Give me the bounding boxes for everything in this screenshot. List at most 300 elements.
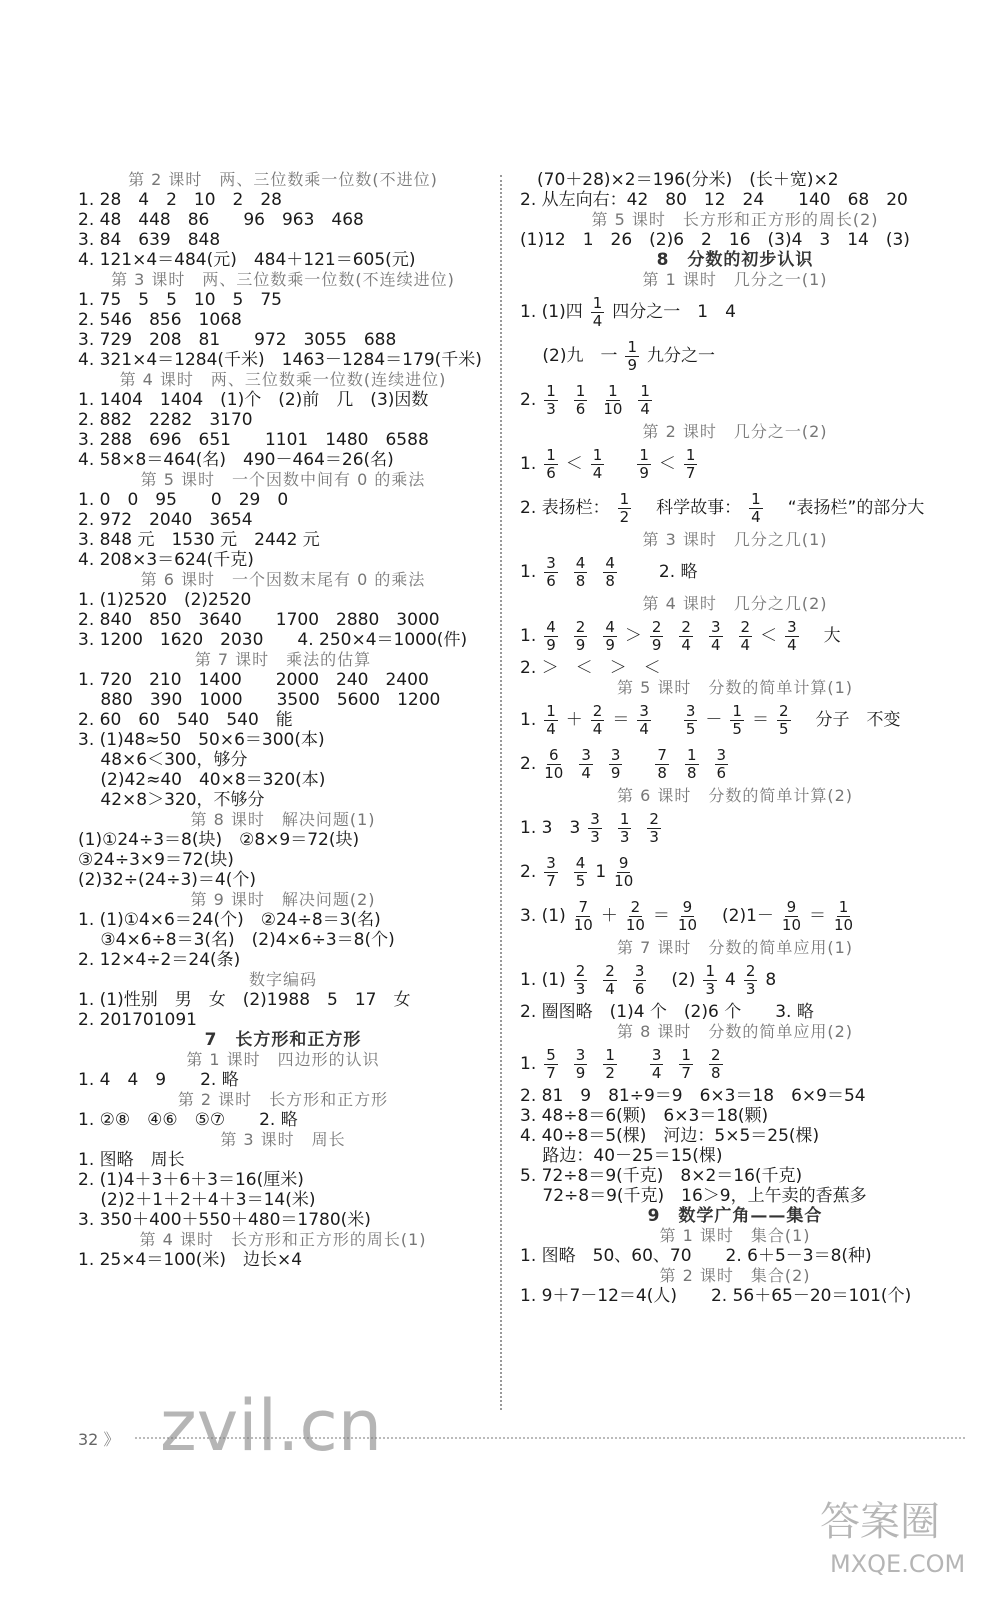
fraction — [603, 383, 622, 418]
answer-text — [630, 754, 647, 774]
fraction — [678, 899, 697, 934]
answer-line: (1)①24÷3＝8(块) ②8×9＝72(块) — [78, 830, 360, 850]
fraction-numerator: 3 — [710, 617, 721, 636]
answer-line: 42×8＞320，不够分 — [78, 790, 265, 810]
fraction-numerator: 1 — [640, 381, 650, 400]
answer-text: 1. (1)四 — [520, 302, 583, 322]
fraction — [591, 295, 605, 330]
fraction-numerator: 2 — [575, 617, 586, 636]
answer-line: (1)12 1 26 (2)6 2 16 (3)4 3 14 (3) — [520, 230, 910, 250]
fraction-denominator: 4 — [740, 635, 751, 654]
fraction-numerator: 4 — [605, 617, 615, 636]
lesson-heading: 第 1 课时 四边形的认识 — [186, 1050, 380, 1069]
answer-line: (2)2＋1＋2＋4＋3＝14(米) — [78, 1190, 316, 1210]
answer-line: 1. 图略 周长 — [78, 1150, 185, 1170]
answer-line-fractions — [520, 806, 950, 850]
fraction-numerator: 7 — [578, 897, 589, 916]
answer-line-fractions — [520, 958, 950, 1002]
answer-text: ＝ — [652, 906, 670, 926]
fraction-numerator: 4 — [575, 853, 586, 872]
answer-line: 2. 201701091 — [78, 1010, 197, 1030]
answer-text: 2. — [520, 754, 537, 774]
fraction — [638, 383, 652, 418]
fraction-numerator: 1 — [732, 701, 742, 720]
chapter-heading: 7 长方形和正方形 — [204, 1030, 362, 1050]
fraction-denominator: 9 — [639, 463, 649, 482]
fraction-numerator: 1 — [546, 381, 556, 400]
fraction-numerator: 1 — [592, 293, 603, 312]
answer-line: 2. 12×4÷2＝24(条) — [78, 950, 241, 970]
answer-line: 2. 840 850 3640 1700 2880 3000 — [78, 610, 440, 630]
lesson-heading: 第 6 课时 分数的简单计算(2) — [616, 786, 854, 805]
answer-line: 4. 208×3＝624(千克) — [78, 550, 254, 570]
lesson-heading: 第 2 课时 长方形和正方形 — [177, 1090, 389, 1109]
fraction-numerator: 1 — [639, 445, 649, 464]
fraction — [574, 619, 588, 654]
answer-text: 2. — [520, 390, 537, 410]
fraction-numerator: 7 — [657, 745, 667, 764]
fraction-denominator: 5 — [778, 719, 789, 738]
answer-text: 3. (1) — [520, 906, 566, 926]
fraction-numerator: 3 — [685, 701, 696, 720]
fraction — [684, 447, 698, 482]
fraction — [591, 447, 605, 482]
fraction-numerator: 2 — [745, 961, 756, 980]
fraction-numerator: 1 — [619, 489, 630, 508]
answer-line: 1. 75 5 5 10 5 75 — [78, 290, 282, 310]
answer-text: (2)九 一 — [520, 346, 618, 366]
answer-line-fractions — [520, 290, 950, 334]
fraction-denominator: 10 — [834, 915, 854, 934]
answer-line-fractions — [520, 614, 950, 658]
fraction — [603, 963, 617, 998]
fraction — [574, 383, 588, 418]
answer-line: (2)32÷(24÷3)＝4(个) — [78, 870, 256, 890]
fraction — [637, 703, 651, 738]
answer-line: 2. ＞ ＜ ＞ ＜ — [520, 658, 661, 678]
answer-line: 路边：40－25＝15(棵) — [520, 1146, 723, 1166]
fraction-numerator: 2 — [710, 1045, 721, 1064]
answer-line: 1. (1)2520 (2)2520 — [78, 590, 252, 610]
answer-text: 8 — [765, 970, 777, 990]
answer-line: 880 390 1000 3500 5600 1200 — [78, 690, 441, 710]
answer-text: ＜ — [760, 626, 778, 646]
fraction-denominator: 4 — [651, 1063, 662, 1082]
fraction-denominator: 3 — [745, 979, 756, 998]
answer-text: ＜ — [565, 454, 583, 474]
fraction — [588, 811, 602, 846]
column-divider — [500, 175, 502, 1410]
answer-text: － — [705, 710, 723, 730]
fraction — [574, 963, 588, 998]
lesson-heading: 第 6 课时 一个因数末尾有 0 的乘法 — [140, 570, 426, 589]
fraction-numerator: 2 — [778, 701, 789, 720]
fraction-numerator: 9 — [786, 897, 797, 916]
answer-text: 2. — [520, 862, 537, 882]
answer-line: 48×6＜300，够分 — [78, 750, 248, 770]
fraction-numerator: 6 — [549, 745, 559, 764]
answer-line: 3. 84 639 848 — [78, 230, 221, 250]
answer-line: 3. 729 208 81 972 3055 688 — [78, 330, 397, 350]
fraction-numerator: 3 — [610, 745, 621, 764]
answer-line: 3. 288 696 651 1101 1480 6588 — [78, 430, 429, 450]
answer-text: 1. — [520, 562, 537, 582]
answer-text: 四分之一 1 4 — [612, 302, 736, 322]
answer-line: 1. 图略 50、60、70 2. 6＋5－3＝8(种) — [520, 1246, 872, 1266]
answer-line: 1. ②⑧ ④⑥ ⑤⑦ 2. 略 — [78, 1110, 298, 1130]
answer-text: ＝ — [751, 710, 769, 730]
fraction-denominator: 8 — [710, 1063, 721, 1082]
answer-text: 分子 不变 — [798, 710, 901, 730]
fraction-denominator: 3 — [705, 979, 715, 998]
answer-line: 2. 60 60 540 540 能 — [78, 710, 293, 730]
fraction-numerator: 1 — [608, 381, 618, 400]
answer-line-fractions — [520, 334, 950, 378]
fraction-denominator: 4 — [592, 311, 603, 330]
answer-text: 1. (1) — [520, 970, 566, 990]
watermark-url: MXQE.COM — [830, 1550, 966, 1578]
fraction-denominator: 4 — [546, 719, 556, 738]
fraction — [647, 811, 661, 846]
answer-line-fractions — [520, 742, 950, 786]
answer-line: 2. 546 856 1068 — [78, 310, 242, 330]
fraction-numerator: 1 — [627, 337, 638, 356]
fraction — [618, 811, 632, 846]
answer-text: 大 — [806, 626, 841, 646]
fraction-denominator: 10 — [544, 763, 564, 782]
answer-line-fractions — [520, 378, 950, 422]
fraction — [618, 491, 632, 526]
answer-text — [612, 454, 629, 474]
fraction-denominator: 4 — [681, 635, 691, 654]
fraction-numerator: 2 — [681, 617, 691, 636]
fraction-numerator: 3 — [639, 701, 649, 720]
fraction-numerator: 1 — [546, 445, 556, 464]
fraction-denominator: 10 — [614, 871, 634, 890]
answer-text: 科学故事： — [639, 498, 742, 518]
fraction-numerator: 2 — [592, 701, 603, 720]
answer-line: 3. 848 元 1530 元 2442 元 — [78, 530, 320, 550]
answer-line-fractions — [520, 550, 950, 594]
fraction-numerator: 1 — [681, 1045, 691, 1064]
answer-text: 1. 3 3 — [520, 818, 581, 838]
answer-line: 4. 121×4＝484(元) 484＋121＝605(元) — [78, 250, 416, 270]
answer-text: “表扬栏”的部分大 — [770, 498, 925, 518]
fraction-numerator: 1 — [838, 897, 849, 916]
answer-text — [659, 710, 676, 730]
answer-text: ＞ — [624, 626, 642, 646]
fraction — [744, 963, 758, 998]
lesson-heading: 第 2 课时 几分之一(2) — [642, 422, 828, 441]
lesson-heading: 第 3 课时 两、三位数乘一位数(不连续进位) — [111, 270, 455, 289]
fraction-denominator: 7 — [546, 871, 556, 890]
fraction — [650, 619, 664, 654]
fraction-numerator: 3 — [546, 553, 556, 572]
fraction-numerator: 2 — [651, 617, 662, 636]
fraction — [749, 491, 763, 526]
answer-line: 1. (1)①4×6＝24(个) ②24÷8＝3(名) — [78, 910, 381, 930]
answer-line: 1. 4 4 9 2. 略 — [78, 1070, 239, 1090]
fraction — [544, 619, 558, 654]
fraction-denominator: 6 — [546, 463, 556, 482]
fraction-denominator: 4 — [605, 979, 615, 998]
fraction-numerator: 5 — [546, 1045, 556, 1064]
fraction-denominator: 3 — [546, 399, 556, 418]
fraction-denominator: 9 — [575, 635, 586, 654]
fraction — [574, 899, 593, 934]
answer-line: 3. 48÷8＝6(颗) 6×3＝18(颗) — [520, 1106, 769, 1126]
lesson-heading: 第 5 课时 分数的简单计算(1) — [616, 678, 854, 697]
lesson-heading: 第 3 课时 几分之几(1) — [642, 530, 828, 549]
fraction — [591, 703, 605, 738]
fraction — [684, 703, 698, 738]
answer-line: 4. 40÷8＝5(棵) 河边：5×5＝25(棵) — [520, 1126, 820, 1146]
fraction-numerator: 2 — [649, 809, 659, 828]
fraction-denominator: 4 — [581, 763, 591, 782]
fraction-denominator: 4 — [592, 463, 603, 482]
answer-line: 1. (1)性别 男 女 (2)1988 5 17 女 — [78, 990, 411, 1010]
fraction-denominator: 9 — [546, 635, 556, 654]
answer-line: 1. 720 210 1400 2000 240 2400 — [78, 670, 429, 690]
fraction-numerator: 1 — [592, 445, 603, 464]
lesson-heading: 第 8 课时 解决问题(1) — [190, 810, 376, 829]
fraction-denominator: 5 — [685, 719, 696, 738]
fraction-denominator: 8 — [657, 763, 667, 782]
answer-text: 2. 表扬栏： — [520, 498, 610, 518]
answer-text: (2)1－ — [705, 906, 774, 926]
fraction-denominator: 9 — [610, 763, 621, 782]
answer-line: 1. 28 4 2 10 2 28 — [78, 190, 282, 210]
answer-text: 1. — [520, 626, 537, 646]
answer-text: ＝ — [612, 710, 630, 730]
answer-line-fractions — [520, 486, 950, 530]
fraction-numerator: 9 — [682, 897, 693, 916]
watermark-center: zvil.cn — [160, 1385, 383, 1467]
answer-line: 1. 0 0 95 0 29 0 — [78, 490, 289, 510]
answer-line-fractions — [520, 1042, 950, 1086]
answer-text: 1. — [520, 1054, 537, 1074]
fraction-denominator: 7 — [685, 463, 696, 482]
answer-line: 2. (1)4＋3＋6＋3＝16(厘米) — [78, 1170, 304, 1190]
answer-line: ③24÷3×9＝72(块) — [78, 850, 234, 870]
fraction-numerator: 1 — [605, 1045, 615, 1064]
answer-line: 4. 58×8＝464(名) 490－464＝26(名) — [78, 450, 394, 470]
fraction-numerator: 3 — [581, 745, 591, 764]
fraction-denominator: 3 — [590, 827, 600, 846]
fraction-denominator: 9 — [651, 635, 662, 654]
answer-line: (2)42≈40 40×8＝320(本) — [78, 770, 326, 790]
answer-line: 1. 25×4＝100(米) 边长×4 — [78, 1250, 303, 1270]
answer-line: 1. 1404 1404 (1)个 (2)前 几 (3)因数 — [78, 390, 429, 410]
left-column — [78, 170, 488, 1270]
lesson-heading: 第 7 课时 分数的简单应用(1) — [616, 938, 854, 957]
fraction — [655, 747, 669, 782]
answer-line-fractions — [520, 894, 950, 938]
fraction-denominator: 7 — [546, 1063, 556, 1082]
fraction-denominator: 10 — [625, 915, 645, 934]
lesson-heading: 数字编码 — [248, 970, 317, 989]
answer-text: 九分之一 — [647, 346, 716, 366]
fraction-numerator: 1 — [685, 445, 696, 464]
answer-text — [625, 1054, 642, 1074]
answer-text: ＜ — [658, 454, 676, 474]
fraction-numerator: 4 — [605, 553, 615, 572]
lesson-heading: 第 5 课时 一个因数中间有 0 的乘法 — [140, 470, 426, 489]
fraction-denominator: 4 — [751, 507, 761, 526]
fraction-numerator: 2 — [575, 961, 586, 980]
answer-line: 2. 圈图略 (1)4 个 (2)6 个 3. 略 — [520, 1002, 814, 1022]
fraction-numerator: 3 — [651, 1045, 662, 1064]
lesson-heading: 第 2 课时 两、三位数乘一位数(不进位) — [128, 170, 438, 189]
answer-text: 1. — [520, 710, 537, 730]
answer-line: (70＋28)×2＝196(分米) (长＋宽)×2 — [520, 170, 839, 190]
fraction-numerator: 3 — [575, 1045, 586, 1064]
answer-line: 1. 9＋7－12＝4(人) 2. 56＋65－20＝101(个) — [520, 1286, 912, 1306]
fraction-numerator: 1 — [705, 961, 715, 980]
fraction-denominator: 6 — [575, 399, 586, 418]
fraction — [637, 447, 651, 482]
fraction — [685, 747, 699, 782]
answer-line: 3. 1200 1620 2030 4. 250×4＝1000(件) — [78, 630, 468, 650]
fraction — [739, 619, 753, 654]
fraction-numerator: 2 — [630, 897, 641, 916]
fraction — [544, 747, 563, 782]
fraction — [679, 1047, 693, 1082]
fraction — [544, 703, 558, 738]
answer-line: 2. 882 2282 3170 — [78, 410, 253, 430]
fraction-denominator: 9 — [605, 635, 615, 654]
fraction-denominator: 8 — [605, 571, 615, 590]
fraction — [574, 555, 588, 590]
fraction-numerator: 3 — [590, 809, 600, 828]
fraction-denominator: 3 — [575, 979, 586, 998]
fraction-denominator: 10 — [573, 915, 593, 934]
fraction — [715, 747, 729, 782]
fraction — [834, 899, 853, 934]
fraction — [579, 747, 593, 782]
answer-text: 1. — [520, 454, 537, 474]
fraction — [703, 963, 717, 998]
answer-line: 5. 72÷8＝9(千克) 8×2＝16(千克) — [520, 1166, 803, 1186]
fraction — [709, 1047, 723, 1082]
lesson-heading: 第 2 课时 集合(2) — [659, 1266, 811, 1285]
fraction-denominator: 10 — [677, 915, 697, 934]
answer-line: 2. 972 2040 3654 — [78, 510, 253, 530]
answer-text: ＝ — [809, 906, 826, 926]
answer-text: ＋ — [600, 906, 618, 926]
answer-line: 3. (1)48≈50 50×6＝300(本) — [78, 730, 325, 750]
fraction-denominator: 4 — [592, 719, 603, 738]
fraction — [650, 1047, 664, 1082]
fraction-numerator: 2 — [740, 617, 751, 636]
fraction-numerator: 1 — [546, 701, 556, 720]
fraction-denominator: 4 — [710, 635, 721, 654]
fraction — [544, 447, 558, 482]
fraction-denominator: 6 — [716, 763, 727, 782]
fraction-denominator: 8 — [575, 571, 586, 590]
fraction — [603, 555, 617, 590]
fraction-denominator: 10 — [603, 399, 623, 418]
fraction-numerator: 4 — [546, 617, 556, 636]
fraction-numerator: 1 — [751, 489, 761, 508]
answer-line: 3. 350＋400＋550＋480＝1780(米) — [78, 1210, 371, 1230]
chapter-heading: 9 数学广角——集合 — [647, 1206, 823, 1226]
watermark-logo: 答案圈 — [820, 1499, 940, 1545]
fraction-numerator: 2 — [605, 961, 615, 980]
answer-line: ③4×6÷8＝3(名) (2)4×6÷3＝8(个) — [78, 930, 395, 950]
fraction-numerator: 1 — [619, 809, 630, 828]
answer-line: 2. 从左向右：42 80 12 24 140 68 20 — [520, 190, 908, 210]
answer-line: 2. 48 448 86 96 963 468 — [78, 210, 364, 230]
answer-line: 72÷8＝9(千克) 16＞9，上午卖的香蕉多 — [520, 1186, 867, 1206]
lesson-heading: 第 4 课时 长方形和正方形的周长(1) — [139, 1230, 427, 1249]
lesson-heading: 第 9 课时 解决问题(2) — [190, 890, 376, 909]
answer-text: (2) — [654, 970, 696, 990]
fraction-numerator: 3 — [634, 961, 645, 980]
fraction-numerator: 3 — [787, 617, 797, 636]
page-number: 32 》 — [78, 1430, 120, 1449]
fraction — [544, 555, 558, 590]
fraction-denominator: 4 — [787, 635, 797, 654]
fraction — [614, 855, 633, 890]
fraction-denominator: 8 — [686, 763, 697, 782]
right-column — [520, 170, 950, 1306]
lesson-heading: 第 4 课时 几分之几(2) — [642, 594, 828, 613]
fraction — [603, 619, 617, 654]
answer-text: 2. 略 — [624, 562, 698, 582]
fraction-denominator: 6 — [634, 979, 645, 998]
answer-text: ＋ — [565, 710, 583, 730]
fraction-denominator: 5 — [575, 871, 586, 890]
answer-text: 4 — [725, 970, 736, 990]
fraction — [679, 619, 693, 654]
fraction-denominator: 10 — [781, 915, 801, 934]
fraction-numerator: 1 — [575, 381, 586, 400]
fraction-denominator: 6 — [546, 571, 556, 590]
fraction-denominator: 7 — [681, 1063, 691, 1082]
answer-line-fractions — [520, 850, 950, 894]
fraction — [709, 619, 723, 654]
lesson-heading: 第 1 课时 集合(1) — [659, 1226, 811, 1245]
fraction-numerator: 9 — [618, 853, 629, 872]
fraction — [574, 1047, 588, 1082]
answer-text: 1 — [595, 862, 607, 882]
answer-line-fractions — [520, 698, 950, 742]
fraction — [625, 339, 639, 374]
fraction-denominator: 4 — [639, 719, 649, 738]
answer-line: 2. 81 9 81÷9＝9 6×3＝18 6×9＝54 — [520, 1086, 866, 1106]
lesson-heading: 第 4 课时 两、三位数乘一位数(连续进位) — [119, 370, 447, 389]
fraction-numerator: 3 — [546, 853, 556, 872]
fraction-denominator: 4 — [640, 399, 650, 418]
fraction-numerator: 3 — [716, 745, 727, 764]
fraction — [609, 747, 623, 782]
answer-line-fractions — [520, 442, 950, 486]
fraction — [777, 703, 791, 738]
fraction — [782, 899, 801, 934]
lesson-heading: 第 1 课时 几分之一(1) — [642, 270, 828, 289]
fraction — [544, 855, 558, 890]
fraction — [730, 703, 744, 738]
fraction — [633, 963, 647, 998]
fraction — [544, 1047, 558, 1082]
lesson-heading: 第 3 课时 周长 — [220, 1130, 346, 1149]
fraction-denominator: 3 — [619, 827, 630, 846]
fraction — [785, 619, 799, 654]
fraction — [626, 899, 645, 934]
fraction-denominator: 9 — [575, 1063, 586, 1082]
fraction-numerator: 1 — [686, 745, 697, 764]
